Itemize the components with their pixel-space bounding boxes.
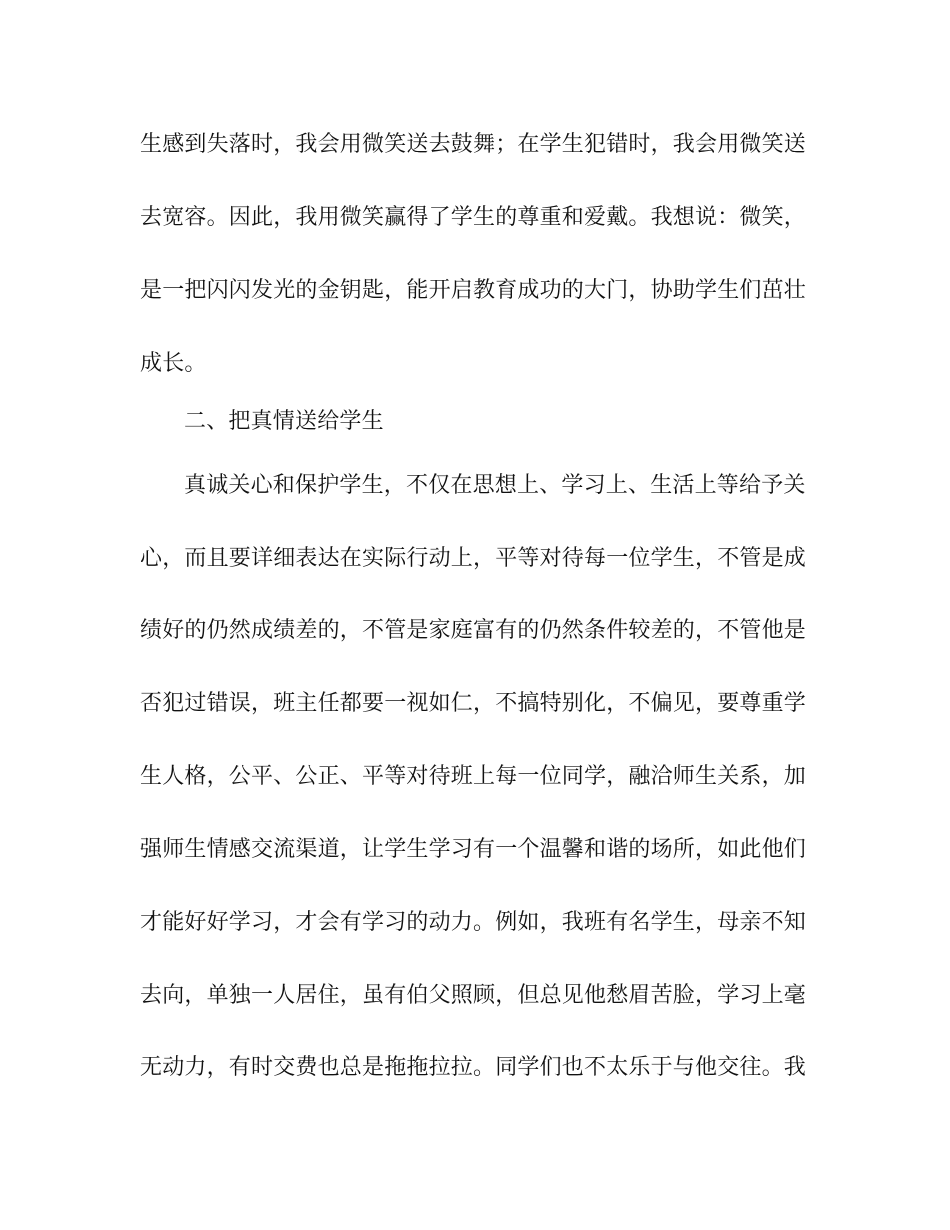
text-line: 绩好的仍然成绩差的，不管是家庭富有的仍然条件较差的，不管他是 — [140, 618, 807, 643]
section-heading: 二、把真情送给学生 — [184, 409, 384, 434]
text-line: 强师生情感交流渠道，让学生学习有一个温馨和谐的场所，如此他们 — [140, 837, 807, 862]
text-line: 无动力，有时交费也总是拖拖拉拉。同学们也不太乐于与他交往。我 — [140, 1055, 807, 1080]
text-line: 否犯过错误，班主任都要一视如仁，不搞特别化，不偏见，要尊重学 — [140, 691, 807, 716]
text-line: 心，而且要详细表达在实际行动上，平等对待每一位学生，不管是成 — [140, 546, 807, 571]
text-line: 是一把闪闪发光的金钥匙，能开启教育成功的大门，协助学生们茁壮 — [140, 278, 807, 303]
text-line: 生感到失落时，我会用微笑送去鼓舞；在学生犯错时，我会用微笑送 — [140, 132, 807, 157]
paragraph-first-line: 真诚关心和保护学生，不仅在思想上、学习上、生活上等给予关 — [184, 473, 806, 498]
text-line: 去宽容。因此，我用微笑赢得了学生的尊重和爱戴。我想说：微笑， — [140, 205, 807, 230]
text-line: 去向，单独一人居住，虽有伯父照顾，但总见他愁眉苦脸，学习上毫 — [140, 983, 807, 1008]
text-line: 成长。 — [140, 351, 207, 376]
text-line: 才能好好学习，才会有学习的动力。例如，我班有名学生，母亲不知 — [140, 910, 807, 935]
text-line: 生人格，公平、公正、平等对待班上每一位同学，融洽师生关系，加 — [140, 764, 807, 789]
